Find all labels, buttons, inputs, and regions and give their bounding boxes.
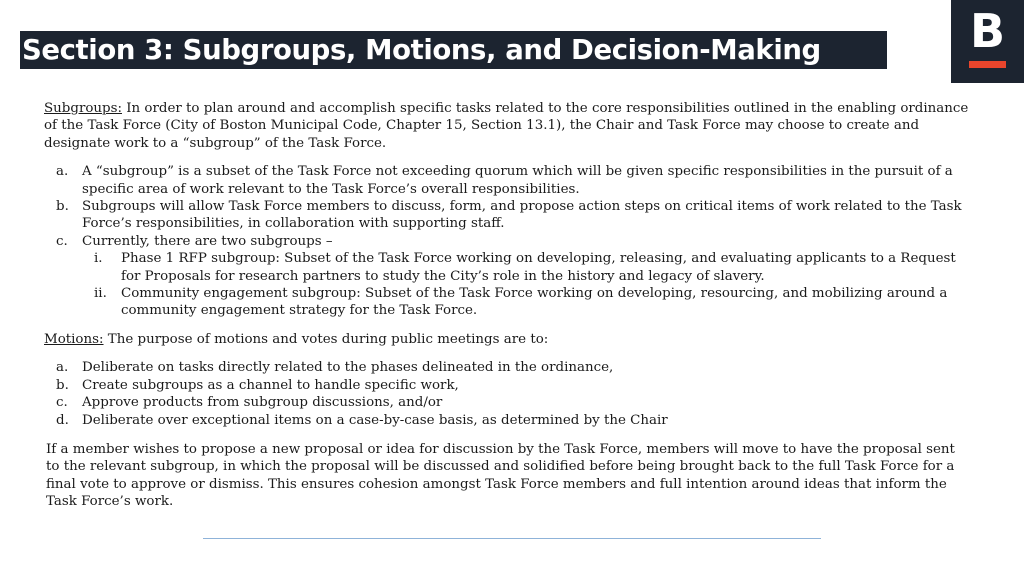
list-item — [44, 233, 969, 320]
list-item-text: Subgroups will allow Task Force members to discuss, form, and propose action steps on critical items of work related to the Task Force’s responsibilities, in collaboration with supporting staff. — [82, 199, 962, 232]
motions-intro: The purpose of motions and votes during public meetings are to: — [103, 331, 549, 347]
list-marker: ii. — [94, 286, 107, 302]
list-item — [82, 285, 969, 320]
subgroups-list — [44, 163, 969, 320]
title-bar — [20, 31, 887, 69]
motions-paragraph — [44, 331, 969, 348]
list-marker: c. — [56, 395, 68, 411]
subgroups-sublist — [82, 250, 969, 320]
list-marker: c. — [56, 233, 68, 249]
list-item — [44, 394, 969, 411]
list-item — [82, 250, 969, 285]
footer-divider — [203, 538, 821, 539]
subgroups-heading: Subgroups: — [44, 101, 122, 116]
list-marker: a. — [56, 164, 69, 180]
page-title: Section 3: Subgroups, Motions, and Decision-Making — [22, 34, 821, 66]
list-marker: i. — [94, 251, 103, 267]
list-item — [44, 412, 969, 429]
closing-paragraph: If a member wishes to propose a new proposal or idea for discussion by the Task Force, members will move to have the proposal sent to the relevant subgroup, in which the proposal will be discussed and solidified before being brought back to the full Task Force for a final vote to approve or dismiss. This ensures cohesion amongst Task Force members and full intention around ideas that inform the Task Force’s work. — [46, 441, 955, 510]
motions-heading: Motions: — [44, 331, 104, 347]
list-item-text: Community engagement subgroup: Subset of the Task Force working on developing, resourcing, and mobilizing around a community engagement strategy for the Task Force. — [121, 286, 948, 319]
list-item-text: Create subgroups as a channel to handle specific work, — [82, 377, 459, 393]
list-marker: d. — [56, 412, 69, 428]
subgroups-paragraph — [44, 100, 969, 152]
list-item — [44, 377, 969, 394]
document-body — [44, 100, 969, 511]
list-item — [44, 359, 969, 376]
subgroups-intro: In order to plan around and accomplish specific tasks related to the core responsibilities outlined in the enabling ordinance of the Task Force (City of Boston Municipal Code, Chapter 15, Section 13.1), the Chair and Task Force may choose to create and designate work to a “subgroup” of the Task Force. — [44, 101, 969, 151]
list-marker: b. — [56, 199, 69, 215]
brand-logo — [951, 0, 1024, 83]
list-item-text: Deliberate on tasks directly related to the phases delineated in the ordinance, — [82, 360, 614, 376]
list-item-text: A “subgroup” is a subset of the Task Force not exceeding quorum which will be given specific responsibilities in the pursuit of a specific area of work relevant to the Task Force’s overall responsibilities. — [82, 164, 953, 197]
list-item — [44, 198, 969, 233]
list-item-text: Deliberate over exceptional items on a case-by-case basis, as determined by the Chair — [82, 412, 668, 428]
logo-accent-bar — [969, 61, 1006, 68]
logo-letter: B — [969, 4, 1006, 58]
list-item-text: Phase 1 RFP subgroup: Subset of the Task Force working on developing, releasing, and evaluating applicants to a Request for Proposals for research partners to study the City’s role in the history and legacy of slavery. — [121, 251, 956, 284]
list-marker: a. — [56, 360, 69, 376]
list-item-text: Approve products from subgroup discussions, and/or — [82, 395, 443, 411]
list-marker: b. — [56, 377, 69, 393]
motions-list — [44, 359, 969, 429]
list-item-text: Currently, there are two subgroups – — [82, 233, 333, 249]
list-item — [44, 163, 969, 198]
